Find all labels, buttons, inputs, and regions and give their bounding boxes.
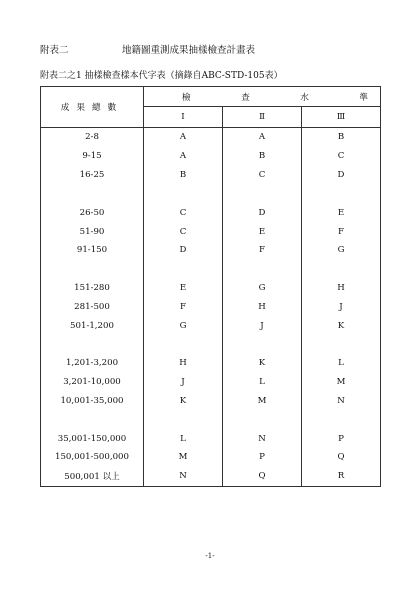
spacer-cell (41, 410, 144, 429)
table-row (41, 279, 381, 298)
spacer-cell (302, 260, 381, 279)
inspection-level-header (144, 87, 381, 107)
level-2-cell: M (223, 392, 302, 411)
range-cell: 10,001-35,000 (41, 392, 144, 411)
range-cell: 501-1,200 (41, 316, 144, 335)
table-row (41, 203, 381, 222)
spacer-cell (144, 335, 223, 354)
level-2-cell: K (223, 354, 302, 373)
level-3-cell: H (302, 279, 381, 298)
level-1-cell: K (144, 392, 223, 411)
table-row (41, 467, 381, 486)
level-2-cell: B (223, 147, 302, 166)
table-row (41, 166, 381, 185)
level-2-cell: L (223, 373, 302, 392)
range-cell: 9-15 (41, 147, 144, 166)
level-1-cell: G (144, 316, 223, 335)
table-row (41, 373, 381, 392)
spacer-cell (41, 260, 144, 279)
spacer-cell (302, 185, 381, 204)
spacer-cell (223, 410, 302, 429)
table-row (41, 429, 381, 448)
level-3-cell: L (302, 354, 381, 373)
level-3-cell: E (302, 203, 381, 222)
table-row (41, 241, 381, 260)
level-header: Ⅱ (223, 107, 302, 128)
appendix-header (40, 42, 256, 56)
level-2-cell: F (223, 241, 302, 260)
range-cell: 16-25 (41, 166, 144, 185)
range-cell: 2-8 (41, 128, 144, 147)
level-1-cell: M (144, 448, 223, 467)
appendix-title: 地籍圖重測成果抽樣檢查計畫表 (122, 45, 256, 56)
table-row (41, 316, 381, 335)
level-3-cell: P (302, 429, 381, 448)
group-spacer (41, 410, 381, 429)
table-row (41, 128, 381, 147)
level-1-cell: F (144, 297, 223, 316)
level-3-cell: B (302, 128, 381, 147)
level-3-cell: N (302, 392, 381, 411)
table-row (41, 392, 381, 411)
level-3-cell: J (302, 297, 381, 316)
level-3-cell: K (302, 316, 381, 335)
level-3-cell: C (302, 147, 381, 166)
spacer-cell (144, 410, 223, 429)
range-cell: 26-50 (41, 203, 144, 222)
count-header: 成果總數 (41, 87, 144, 128)
inspection-header-char: 準 (359, 92, 368, 103)
group-spacer (41, 335, 381, 354)
table-row (41, 222, 381, 241)
level-2-cell: J (223, 316, 302, 335)
inspection-header-char: 水 (300, 92, 309, 103)
page-number: -1- (205, 552, 215, 560)
sample-code-table (40, 86, 381, 487)
level-2-cell: H (223, 297, 302, 316)
range-cell: 35,001-150,000 (41, 429, 144, 448)
level-1-cell: B (144, 166, 223, 185)
level-1-cell: D (144, 241, 223, 260)
level-3-cell: F (302, 222, 381, 241)
level-3-cell: G (302, 241, 381, 260)
spacer-cell (302, 410, 381, 429)
spacer-cell (144, 185, 223, 204)
level-3-cell: M (302, 373, 381, 392)
group-spacer (41, 260, 381, 279)
level-2-cell: C (223, 166, 302, 185)
level-1-cell: J (144, 373, 223, 392)
group-spacer (41, 185, 381, 204)
level-header: Ⅰ (144, 107, 223, 128)
inspection-header-char: 檢 (182, 92, 191, 103)
table-caption: 附表二之1 抽樣檢查樣本代字表（摘錄自ABC-STD-105表） (40, 71, 283, 81)
level-3-cell: Q (302, 448, 381, 467)
level-1-cell: A (144, 147, 223, 166)
spacer-cell (144, 260, 223, 279)
level-2-cell: N (223, 429, 302, 448)
table-row (41, 147, 381, 166)
table-row (41, 354, 381, 373)
spacer-cell (302, 335, 381, 354)
table-row (41, 297, 381, 316)
range-cell: 500,001 以上 (41, 467, 144, 486)
inspection-header-char: 查 (241, 92, 250, 103)
level-2-cell: A (223, 128, 302, 147)
level-2-cell: P (223, 448, 302, 467)
level-header: Ⅲ (302, 107, 381, 128)
spacer-cell (41, 335, 144, 354)
level-3-cell: D (302, 166, 381, 185)
level-1-cell: A (144, 128, 223, 147)
level-2-cell: Q (223, 467, 302, 486)
level-1-cell: C (144, 203, 223, 222)
level-2-cell: E (223, 222, 302, 241)
level-2-cell: G (223, 279, 302, 298)
level-1-cell: C (144, 222, 223, 241)
spacer-cell (223, 260, 302, 279)
level-2-cell: D (223, 203, 302, 222)
level-3-cell: R (302, 467, 381, 486)
range-cell: 151-280 (41, 279, 144, 298)
range-cell: 51-90 (41, 222, 144, 241)
level-1-cell: E (144, 279, 223, 298)
range-cell: 3,201-10,000 (41, 373, 144, 392)
spacer-cell (223, 335, 302, 354)
range-cell: 150,001-500,000 (41, 448, 144, 467)
range-cell: 281-500 (41, 297, 144, 316)
appendix-label: 附表二 (40, 45, 69, 56)
spacer-cell (41, 185, 144, 204)
spacer-cell (223, 185, 302, 204)
range-cell: 1,201-3,200 (41, 354, 144, 373)
table-row (41, 448, 381, 467)
level-1-cell: L (144, 429, 223, 448)
level-1-cell: H (144, 354, 223, 373)
level-1-cell: N (144, 467, 223, 486)
range-cell: 91-150 (41, 241, 144, 260)
